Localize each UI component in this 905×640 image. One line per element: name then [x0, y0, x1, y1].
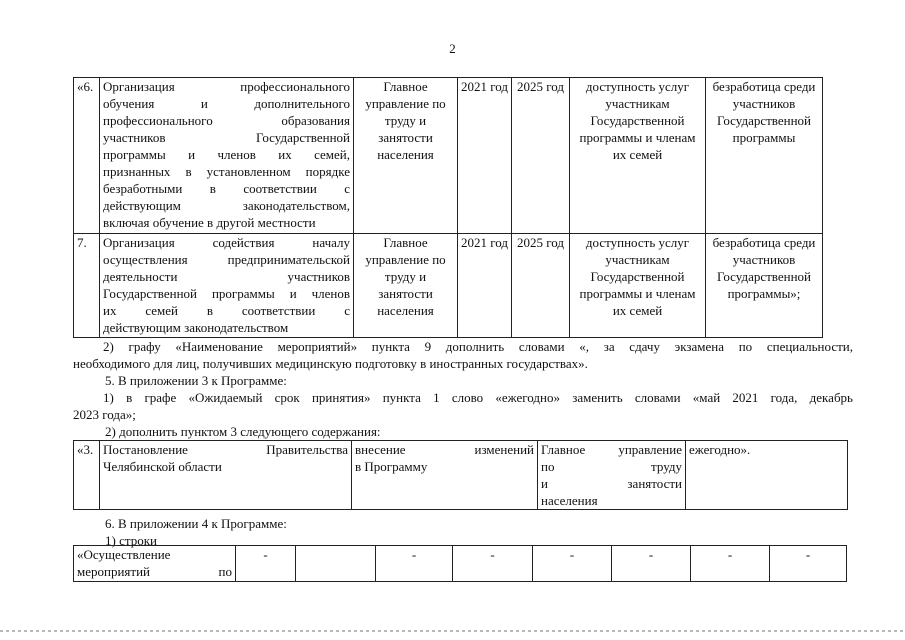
cell-line: внесение изменений	[355, 442, 534, 457]
amendment-paragraph	[73, 389, 853, 423]
section-heading: 5. В приложении 3 к Программе:	[105, 373, 287, 388]
table-row	[74, 546, 847, 582]
risk-cell: безработица среди участников Государственной программы»;	[706, 234, 823, 338]
executor-cell: Главное управление по труду и занятости населения	[354, 78, 458, 234]
desc-line: признанных в установленном порядке	[103, 164, 350, 179]
empty-cell	[296, 546, 376, 582]
measure-cell	[74, 546, 236, 582]
risk-cell: безработица среди участников Государственной программы	[706, 78, 823, 234]
dash-cell: -	[770, 546, 847, 582]
cell-line: и занятости	[541, 476, 682, 491]
desc-line: участников Государственной	[103, 130, 350, 145]
desc-line: обучения и дополнительного	[103, 96, 350, 111]
row-number: «3.	[74, 441, 100, 510]
desc-line: Государственной программы и членов	[103, 286, 350, 301]
result-cell: доступность услуг участникам Государственной программы и членам их семей	[570, 234, 706, 338]
row-number: 7.	[74, 234, 100, 338]
section-heading: 6. В приложении 4 к Программе:	[105, 516, 287, 531]
end-year-cell: 2025 год	[512, 78, 570, 234]
cell-line: Челябинской области	[103, 459, 222, 474]
desc-line: программы и членов их семей,	[103, 147, 350, 162]
cell-line: населения	[541, 493, 598, 508]
desc-line: осуществления предпринимательской	[103, 252, 350, 267]
document-cell	[100, 441, 352, 510]
dash-cell: -	[533, 546, 612, 582]
cell-line: Главное управление	[541, 442, 682, 457]
amendment-paragraph	[73, 338, 853, 372]
paragraph-line: 2) графу «Наименование мероприятий» пункта 9 дополнить словами «, за сдачу экзамена по специальности,	[103, 339, 853, 354]
cell-line: Постановление Правительства	[103, 442, 348, 457]
change-cell	[352, 441, 538, 510]
desc-line: включая обучение в другой местности	[103, 215, 316, 230]
row-number: «6.	[74, 78, 100, 234]
amendment-paragraph: 1) строки	[105, 533, 157, 548]
dash-cell: -	[691, 546, 770, 582]
dash-cell: -	[453, 546, 533, 582]
amendment-paragraph: 2) дополнить пунктом 3 следующего содержания:	[105, 424, 381, 439]
table-row	[74, 78, 823, 234]
desc-line: безработными в соответствии с	[103, 181, 350, 196]
table-row	[74, 234, 823, 338]
documents-table	[73, 440, 848, 510]
executor-cell: Главное управление по труду и занятости населения	[354, 234, 458, 338]
cell-line: по труду	[541, 459, 682, 474]
cell-line: мероприятий по	[77, 564, 232, 579]
measure-description	[100, 78, 354, 234]
executor-cell	[538, 441, 686, 510]
desc-line: профессионального образования	[103, 113, 350, 128]
desc-line: действующим законодательством	[103, 320, 289, 335]
paragraph-line: 1) в графе «Ожидаемый срок принятия» пункта 1 слово «ежегодно» заменить словами «май 2021 года, декабрь	[103, 390, 853, 405]
result-cell: доступность услуг участникам Государственной программы и членам их семей	[570, 78, 706, 234]
term-cell: ежегодно».	[686, 441, 848, 510]
desc-line: действующим законодательством,	[103, 198, 350, 213]
dash-cell: -	[612, 546, 691, 582]
start-year-cell: 2021 год	[458, 78, 512, 234]
start-year-cell: 2021 год	[458, 234, 512, 338]
table-row	[74, 441, 848, 510]
cell-line: «Осуществление	[77, 547, 171, 562]
measure-description	[100, 234, 354, 338]
desc-line: их семей в соответствии с	[103, 303, 350, 318]
dash-cell: -	[376, 546, 453, 582]
desc-line: Организация профессионального	[103, 79, 350, 94]
dash-cell: -	[236, 546, 296, 582]
page-number: 2	[449, 41, 456, 56]
paragraph-line: 2023 года»;	[73, 407, 136, 422]
cell-line: в Программу	[355, 459, 428, 474]
scan-edge-divider	[0, 630, 905, 632]
desc-line: деятельности участников	[103, 269, 350, 284]
measures-table	[73, 77, 823, 338]
end-year-cell: 2025 год	[512, 234, 570, 338]
paragraph-line: необходимого для лиц, получивших медицинскую подготовку в иностранных государствах».	[73, 356, 588, 371]
indicators-table	[73, 545, 847, 582]
desc-line: Организация содействия началу	[103, 235, 350, 250]
